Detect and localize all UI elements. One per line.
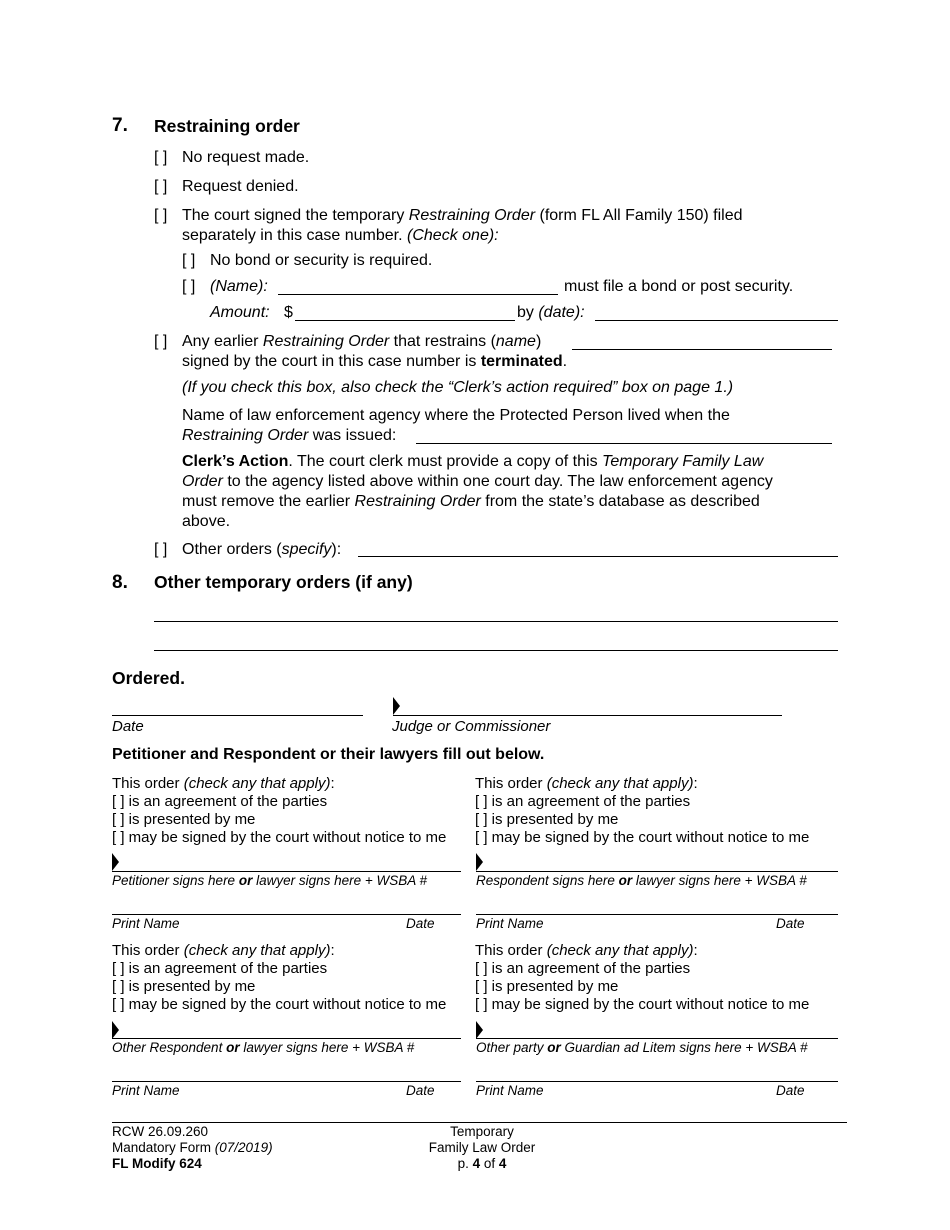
print-name-label: Print Name: [112, 916, 180, 931]
respondent-signature-field[interactable]: [476, 871, 838, 872]
court-signed-line2: separately in this case number. (Check one):: [182, 227, 499, 244]
must-file-text: must file a bond or post security.: [564, 278, 794, 295]
other-respondent-opt-no-notice[interactable]: [ ] may be signed by the court without notice to me: [112, 996, 447, 1013]
other-respondent-signature-label: Other Respondent or lawyer signs here + WSBA #: [112, 1040, 415, 1055]
section-8-number: 8.: [112, 572, 128, 593]
order-date-label: Date: [112, 718, 144, 735]
footer-page-number: p. 4 of 4: [457, 1156, 507, 1171]
sign-arrow-icon: [476, 853, 483, 871]
other-party-opt-no-notice[interactable]: [ ] may be signed by the court without notice to me: [475, 996, 810, 1013]
option-earlier-order[interactable]: [ ] Any earlier Restraining Order that restrains (name): [154, 333, 542, 350]
sign-arrow-icon: [393, 697, 400, 715]
clerk-action-line3: must remove the earlier Restraining Order from the state’s database as described: [182, 493, 760, 510]
petitioner-signature-field[interactable]: [112, 871, 461, 872]
order-date-field[interactable]: [112, 715, 363, 716]
other-orders-line-2[interactable]: [154, 650, 838, 651]
other-respondent-signature-field[interactable]: [112, 1038, 461, 1039]
amount-field[interactable]: [295, 320, 515, 321]
parties-heading: Petitioner and Respondent or their lawyers fill out below.: [112, 746, 545, 763]
print-name-label: Print Name: [476, 916, 544, 931]
petitioner-order-heading: This order (check any that apply):: [112, 775, 335, 792]
date-label: Date: [776, 1083, 805, 1098]
checkbox[interactable]: [ ]: [154, 207, 168, 224]
respondent-order-heading: This order (check any that apply):: [475, 775, 698, 792]
section-7-number: 7.: [112, 115, 128, 136]
option-other-orders[interactable]: [ ] Other orders (specify):: [154, 541, 342, 558]
checkbox[interactable]: [ ]: [182, 278, 196, 295]
option-court-signed[interactable]: [ ] The court signed the temporary Restraining Order (form FL All Family 150) filed: [154, 207, 743, 224]
sign-arrow-icon: [112, 853, 119, 871]
other-respondent-opt-presented[interactable]: [ ] is presented by me: [112, 978, 256, 995]
sign-arrow-icon: [476, 1021, 483, 1039]
footer-form-id: FL Modify 624: [112, 1156, 202, 1171]
respondent-opt-no-notice[interactable]: [ ] may be signed by the court without notice to me: [475, 829, 810, 846]
checkbox[interactable]: [ ]: [154, 178, 168, 195]
footer-rcw: RCW 26.09.260: [112, 1124, 209, 1139]
footer-divider: [112, 1122, 847, 1123]
if-check-note: (If you check this box, also check the “Clerk’s action required” box on page 1.): [182, 379, 734, 396]
other-party-print-name-field[interactable]: [476, 1081, 838, 1082]
terminated-line: signed by the court in this case number is terminated.: [182, 353, 568, 370]
agency-line1: Name of law enforcement agency where the Protected Person lived when the: [182, 407, 730, 424]
restrained-name-field[interactable]: [572, 349, 832, 350]
other-party-opt-agreement[interactable]: [ ] is an agreement of the parties: [475, 960, 691, 977]
section-8-title: Other temporary orders (if any): [154, 572, 413, 592]
other-party-order-heading: This order (check any that apply):: [475, 942, 698, 959]
agency-line2: Restraining Order was issued:: [182, 427, 397, 444]
clerk-action-line4: above.: [182, 513, 231, 530]
other-party-signature-field[interactable]: [476, 1038, 838, 1039]
petitioner-opt-agreement[interactable]: [ ] is an agreement of the parties: [112, 793, 328, 810]
bond-name-field[interactable]: [278, 294, 558, 295]
option-no-bond[interactable]: [ ] No bond or security is required.: [182, 252, 433, 269]
ordered-title: Ordered.: [112, 668, 185, 688]
other-respondent-opt-agreement[interactable]: [ ] is an agreement of the parties: [112, 960, 328, 977]
checkbox[interactable]: [ ]: [154, 149, 168, 166]
petitioner-print-name-field[interactable]: [112, 914, 461, 915]
respondent-signature-label: Respondent signs here or lawyer signs here + WSBA #: [476, 873, 807, 888]
footer-title-line1: Temporary: [450, 1124, 514, 1139]
date-label: Date: [406, 916, 435, 931]
petitioner-opt-presented[interactable]: [ ] is presented by me: [112, 811, 256, 828]
petitioner-signature-label: Petitioner signs here or lawyer signs here + WSBA #: [112, 873, 428, 888]
date-label: Date: [776, 916, 805, 931]
other-orders-line-1[interactable]: [154, 621, 838, 622]
other-party-opt-presented[interactable]: [ ] is presented by me: [475, 978, 619, 995]
clerk-action-line2: Order to the agency listed above within one court day. The law enforcement agency: [182, 473, 773, 490]
respondent-opt-presented[interactable]: [ ] is presented by me: [475, 811, 619, 828]
judge-label: Judge or Commissioner: [392, 718, 551, 735]
print-name-label: Print Name: [112, 1083, 180, 1098]
other-respondent-order-heading: This order (check any that apply):: [112, 942, 335, 959]
option-request-denied[interactable]: [ ] Request denied.: [154, 178, 299, 195]
petitioner-opt-no-notice[interactable]: [ ] may be signed by the court without notice to me: [112, 829, 447, 846]
print-name-label: Print Name: [476, 1083, 544, 1098]
other-orders-field[interactable]: [358, 556, 838, 557]
judge-signature-field[interactable]: [393, 715, 782, 716]
respondent-opt-agreement[interactable]: [ ] is an agreement of the parties: [475, 793, 691, 810]
amount-label: Amount:: [210, 304, 270, 321]
sign-arrow-icon: [112, 1021, 119, 1039]
footer-title-line2: Family Law Order: [428, 1140, 536, 1155]
checkbox[interactable]: [ ]: [154, 333, 168, 350]
other-party-signature-label: Other party or Guardian ad Litem signs here + WSBA #: [476, 1040, 808, 1055]
clerk-action-line1: Clerk’s Action. The court clerk must provide a copy of this Temporary Family Law: [182, 453, 764, 470]
by-date-label: by (date):: [517, 304, 585, 321]
option-bond-name[interactable]: [ ] (Name):: [182, 278, 268, 295]
other-respondent-print-name-field[interactable]: [112, 1081, 461, 1082]
agency-field[interactable]: [416, 443, 832, 444]
checkbox[interactable]: [ ]: [182, 252, 196, 269]
bond-date-field[interactable]: [595, 320, 838, 321]
footer-mandatory: Mandatory Form (07/2019): [112, 1140, 273, 1155]
checkbox[interactable]: [ ]: [154, 541, 168, 558]
date-label: Date: [406, 1083, 435, 1098]
section-7-title: Restraining order: [154, 116, 300, 136]
respondent-print-name-field[interactable]: [476, 914, 838, 915]
dollar-sign: $: [284, 304, 293, 321]
option-no-request[interactable]: [ ] No request made.: [154, 149, 310, 166]
